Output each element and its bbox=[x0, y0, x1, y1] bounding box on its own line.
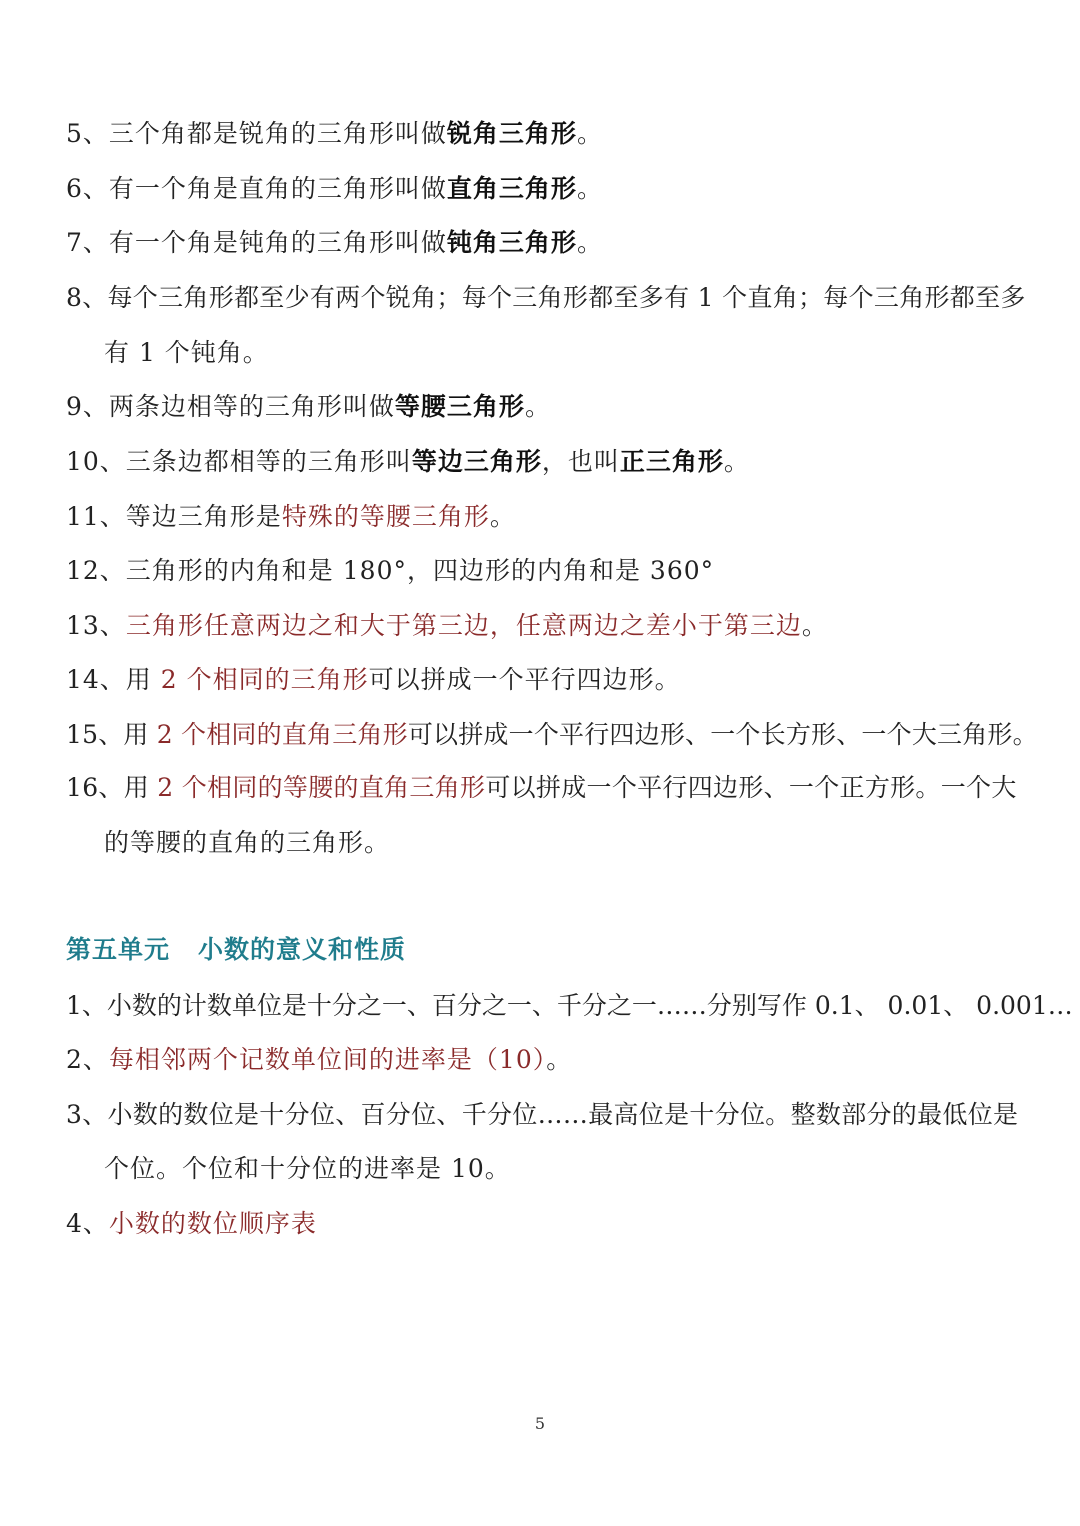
highlighted-text: 2 个相同的三角形 bbox=[160, 665, 369, 694]
list-item-14: 14、用 2 个相同的三角形可以拼成一个平行四边形。 bbox=[66, 665, 681, 694]
bold-term: 锐角三角形 bbox=[446, 119, 577, 148]
bold-term: 等腰三角形 bbox=[394, 392, 525, 421]
list-item-11: 11、等边三角形是特殊的等腰三角形。 bbox=[66, 502, 516, 531]
list-item-7: 7、有一个角是钝角的三角形叫做钝角三角形。 bbox=[66, 228, 603, 257]
list-item-6: 6、有一个角是直角的三角形叫做直角三角形。 bbox=[66, 174, 603, 203]
section-item-1: 1、小数的计数单位是十分之一、百分之一、千分之一……分别写作 0.1、 0.01、 0.001… bbox=[66, 991, 1073, 1020]
bold-term: 钝角三角形 bbox=[446, 228, 577, 257]
list-item-16-continuation: 的等腰的直角的三角形。 bbox=[104, 828, 391, 857]
section-item-3-continuation: 个位。个位和十分位的进率是 10。 bbox=[104, 1154, 511, 1183]
highlighted-text: 特殊的等腰三角形 bbox=[281, 502, 490, 531]
highlighted-text: 小数的数位顺序表 bbox=[108, 1209, 317, 1238]
list-item-8-continuation: 有 1 个钝角。 bbox=[104, 338, 269, 367]
highlighted-text: 2 个相同的等腰的直角三角形 bbox=[157, 773, 486, 802]
list-item-13: 13、三角形任意两边之和大于第三边，任意两边之差小于第三边。 bbox=[66, 611, 828, 640]
bold-term: 直角三角形 bbox=[446, 174, 577, 203]
highlighted-text: 2 个相同的直角三角形 bbox=[156, 720, 408, 749]
list-item-12: 12、三角形的内角和是 180°，四边形的内角和是 360° bbox=[66, 556, 715, 585]
list-item-10: 10、三条边都相等的三角形叫等边三角形，也叫正三角形。 bbox=[66, 447, 750, 476]
list-item-15: 15、用 2 个相同的直角三角形可以拼成一个平行四边形、一个长方形、一个大三角形。 bbox=[66, 720, 1038, 749]
list-item-16: 16、用 2 个相同的等腰的直角三角形可以拼成一个平行四边形、一个正方形。一个大 bbox=[66, 773, 1017, 802]
highlighted-text: 三角形任意两边之和大于第三边，任意两边之差小于第三边 bbox=[125, 611, 802, 640]
bold-term: 等边三角形 bbox=[411, 447, 542, 476]
list-item-9: 9、两条边相等的三角形叫做等腰三角形。 bbox=[66, 392, 551, 421]
highlighted-text: 每相邻两个记数单位间的进率是（10） bbox=[108, 1045, 547, 1074]
section-heading: 第五单元 小数的意义和性质 bbox=[66, 935, 407, 964]
list-item-8: 8、每个三角形都至少有两个锐角；每个三角形都至多有 1 个直角；每个三角形都至多 bbox=[66, 283, 1026, 312]
bold-term: 正三角形 bbox=[619, 447, 724, 476]
page-number: 5 bbox=[534, 1414, 546, 1433]
section-item-2: 2、每相邻两个记数单位间的进率是（10）。 bbox=[66, 1045, 573, 1074]
list-item-5: 5、三个角都是锐角的三角形叫做锐角三角形。 bbox=[66, 119, 603, 148]
section-item-3: 3、小数的数位是十分位、百分位、千分位……最高位是十分位。整数部分的最低位是 bbox=[66, 1100, 1019, 1129]
section-item-4: 4、小数的数位顺序表 bbox=[66, 1209, 317, 1238]
